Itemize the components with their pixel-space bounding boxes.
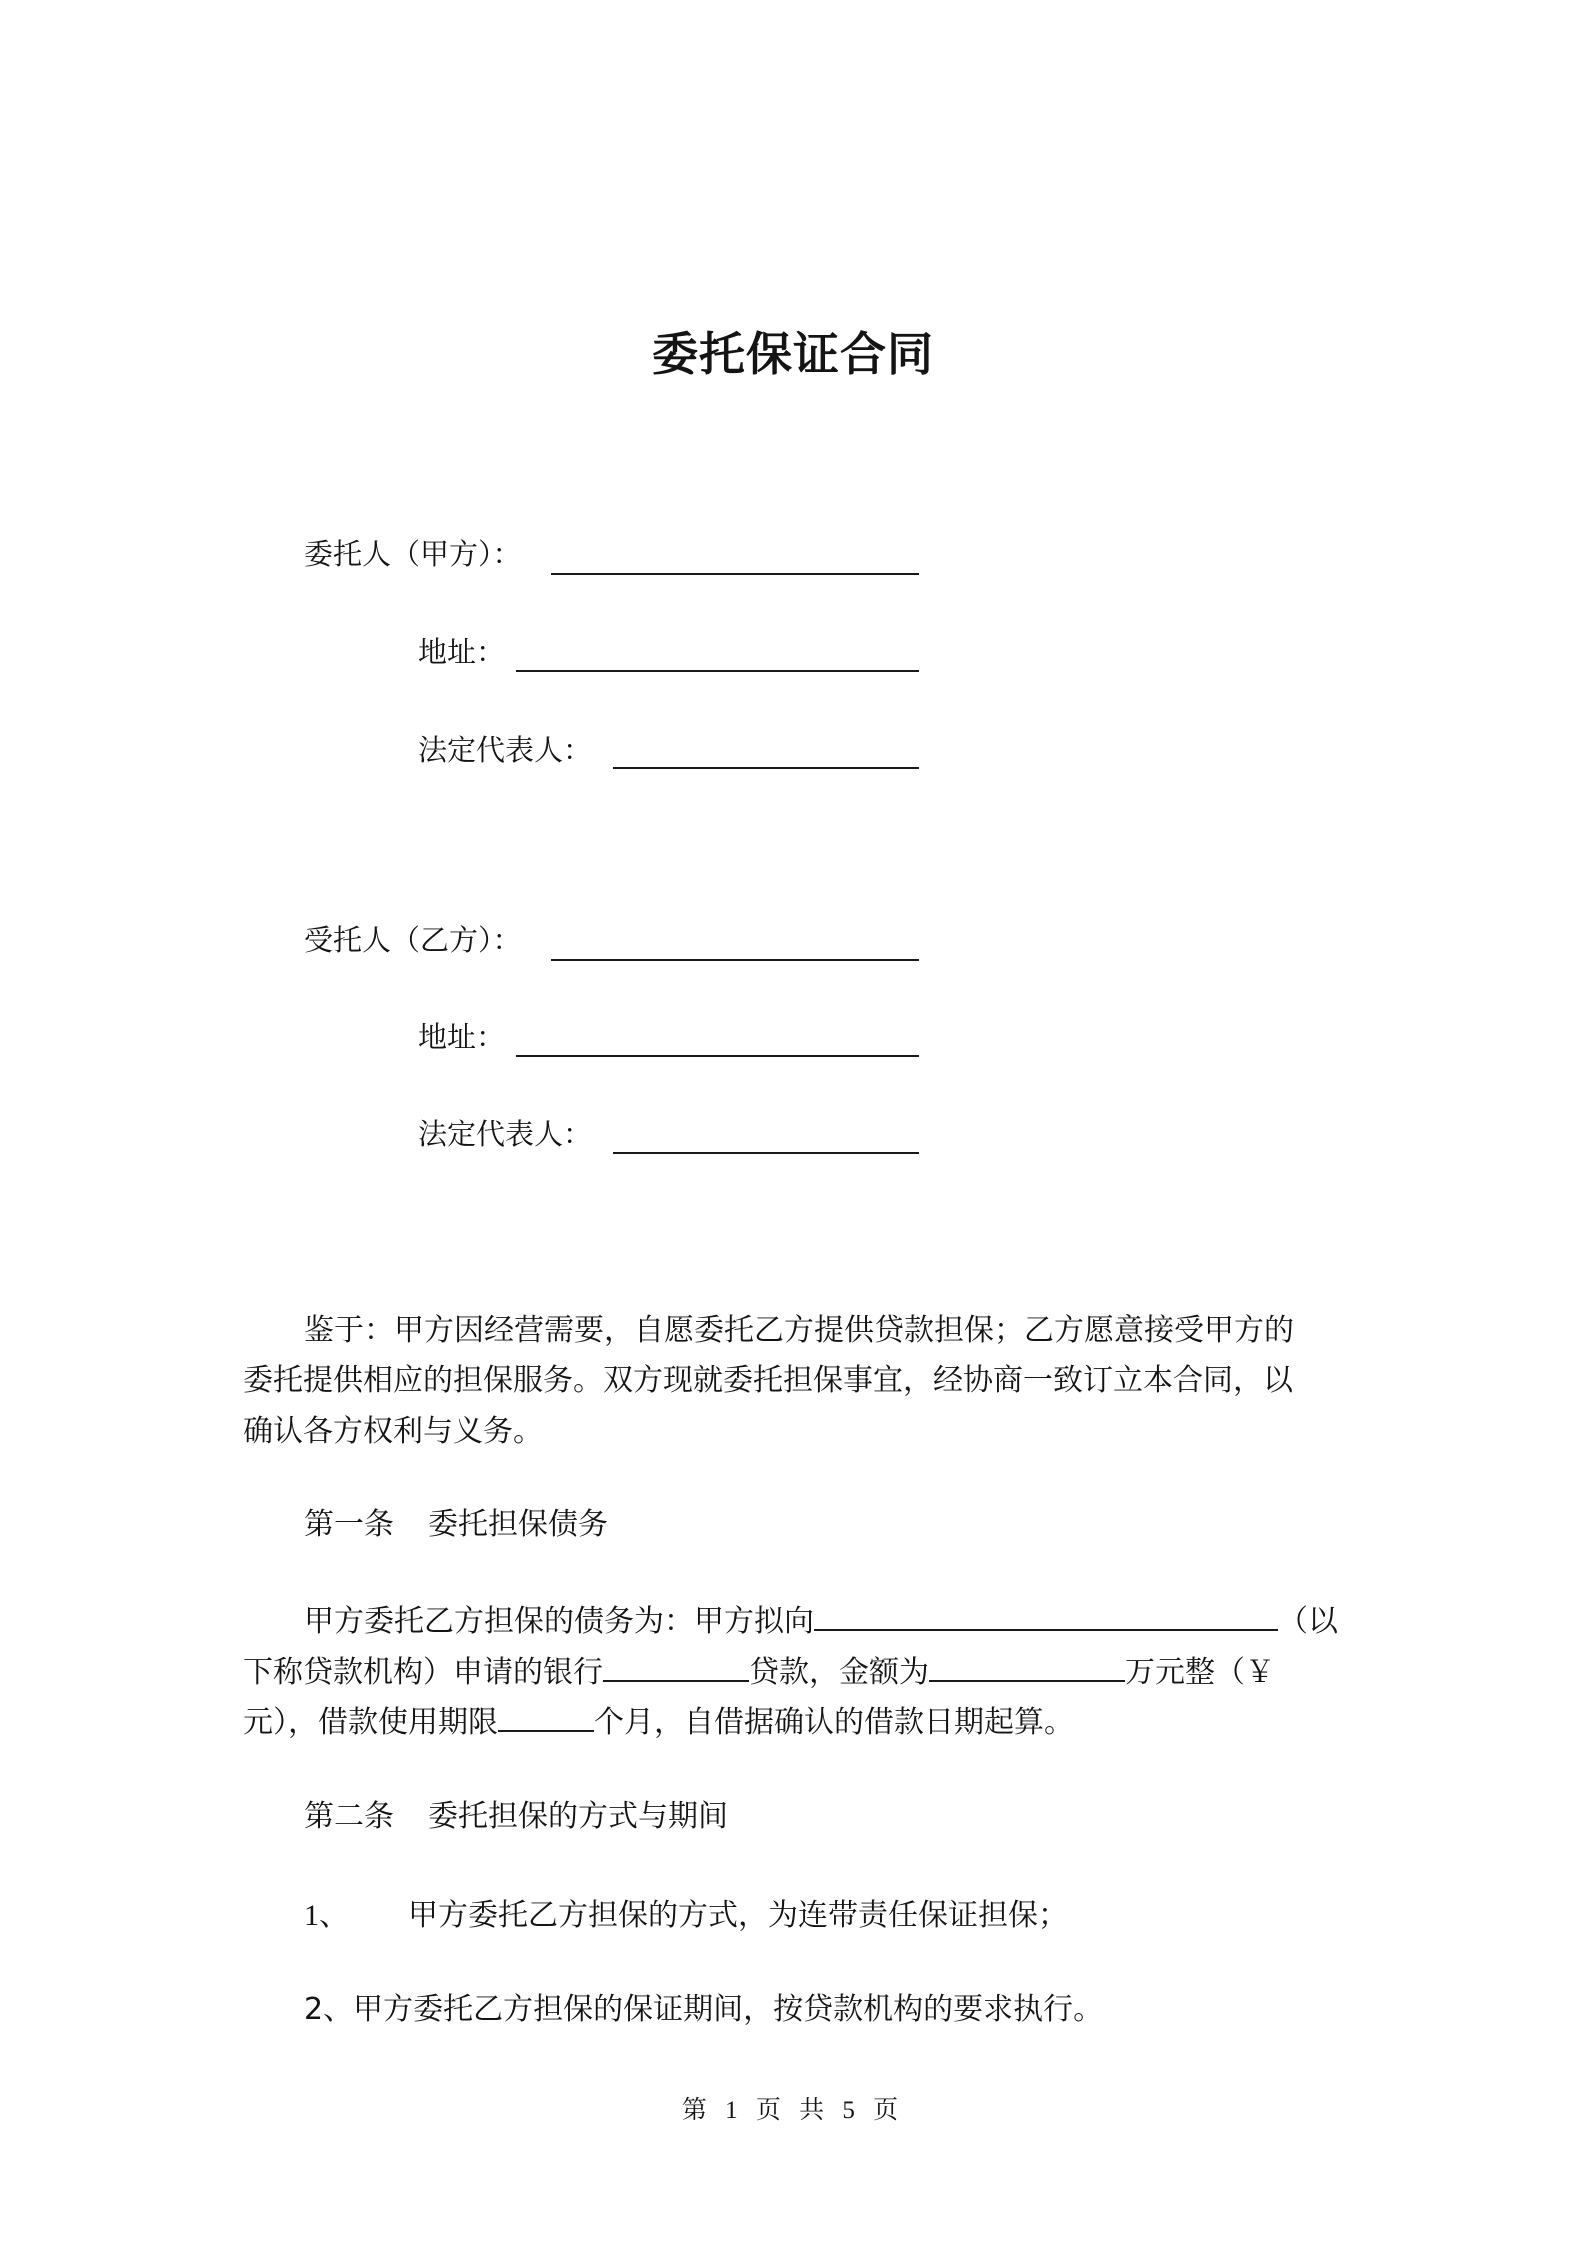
- article-1-text-2c: 万元整（￥: [1125, 1655, 1275, 1690]
- loan-amount-blank[interactable]: [929, 1652, 1125, 1682]
- article-1-text-1a: 甲方委托乙方担保的债务为：甲方拟向: [304, 1604, 814, 1639]
- party-a-rep-blank[interactable]: [613, 767, 919, 769]
- article-1-text-2a: 下称贷款机构）申请的银行: [243, 1655, 603, 1690]
- article-2-item-1: [304, 1890, 1068, 1934]
- article-2-item-1-text: 甲方委托乙方担保的方式，为连带责任保证担保；: [408, 1898, 1068, 1933]
- party-b-rep-label: 法定代表人：: [418, 1117, 593, 1151]
- article-2-number: 第二条: [304, 1800, 394, 1833]
- party-a-label: 委托人（甲方）：: [304, 537, 522, 571]
- party-b-address-label: 地址：: [418, 1020, 506, 1054]
- article-1-line-1: [304, 1596, 1338, 1640]
- party-b-label: 受托人（乙方）：: [304, 923, 522, 957]
- article-1-line-2: [243, 1647, 1275, 1691]
- article-1-text-3a: 元），借款使用期限: [243, 1705, 498, 1740]
- article-1-heading: 委托担保债务: [428, 1507, 608, 1542]
- party-a-address-blank[interactable]: [516, 670, 919, 672]
- page-footer: 第 1 页 共 5 页: [681, 2097, 905, 2124]
- article-2-title: [304, 1791, 728, 1835]
- preamble-line-3: 确认各方权利与义务。: [243, 1414, 543, 1449]
- loan-term-blank[interactable]: [498, 1702, 594, 1732]
- article-1-text-2b: 贷款，金额为: [749, 1655, 929, 1690]
- article-1-title: [304, 1499, 608, 1543]
- article-1-text-1b: （以: [1278, 1604, 1338, 1639]
- preamble-line-2: 委托提供相应的担保服务。双方现就委托担保事宜，经协商一致订立本合同，以: [243, 1363, 1293, 1398]
- party-b-name-blank[interactable]: [551, 959, 919, 961]
- article-1-line-3: [243, 1697, 1074, 1741]
- preamble-line-1: 鉴于：甲方因经营需要，自愿委托乙方提供贷款担保；乙方愿意接受甲方的: [304, 1313, 1294, 1348]
- article-1-text-3b: 个月，自借据确认的借款日期起算。: [594, 1705, 1074, 1740]
- article-2-heading: 委托担保的方式与期间: [428, 1799, 728, 1834]
- article-2-item-1-number: 1、: [304, 1899, 349, 1932]
- party-b-address-blank[interactable]: [516, 1055, 919, 1057]
- party-a-name-blank[interactable]: [551, 573, 919, 575]
- party-b-rep-blank[interactable]: [613, 1152, 919, 1154]
- loan-institution-blank[interactable]: [814, 1601, 1278, 1631]
- bank-loan-type-blank[interactable]: [603, 1652, 749, 1682]
- party-a-rep-label: 法定代表人：: [418, 733, 593, 767]
- document-title: 委托保证合同: [652, 327, 934, 381]
- party-a-address-label: 地址：: [418, 635, 506, 669]
- article-2-item-2: 2、甲方委托乙方担保的保证期间，按贷款机构的要求执行。: [304, 1992, 1104, 2027]
- article-1-number: 第一条: [304, 1508, 394, 1541]
